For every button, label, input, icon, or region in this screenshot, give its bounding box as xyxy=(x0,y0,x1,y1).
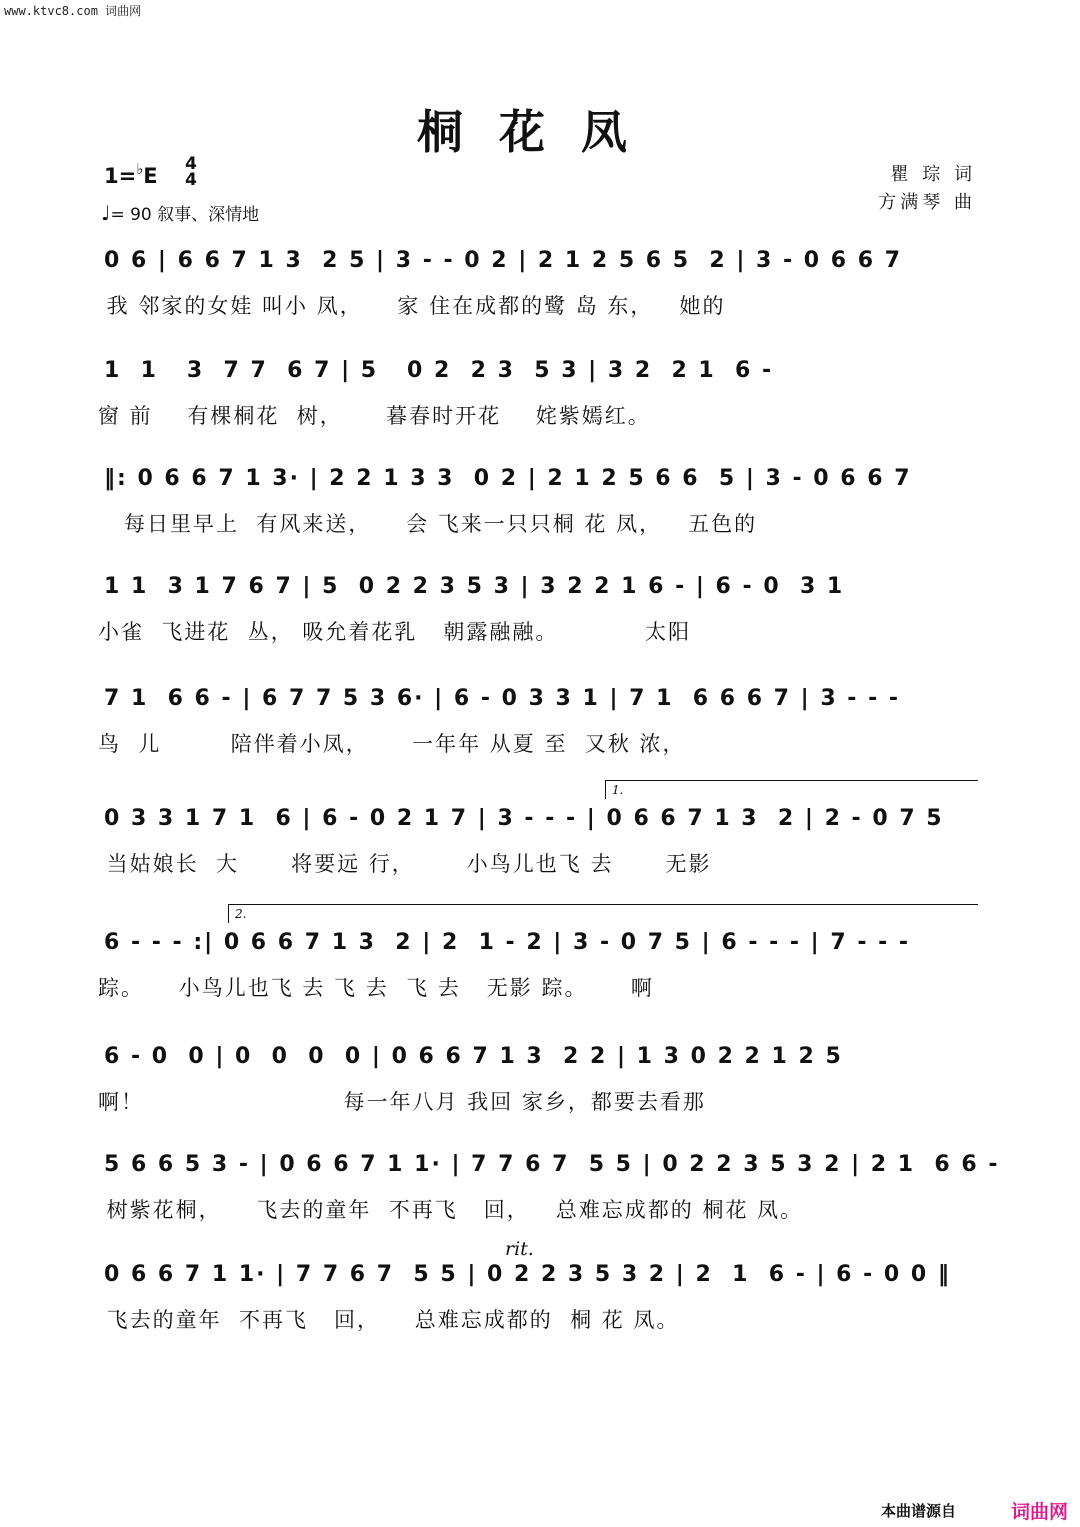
time-bottom: 4 xyxy=(185,170,197,190)
notation-line xyxy=(98,800,978,844)
notation-text: 0 6 6 7 1 1· | 7 7 6 7 5 5 | 0 2 2 3 5 3 2 | 2 1 6 - | 6 - 0 0 ‖ xyxy=(104,1262,951,1287)
lyrics-line: 小雀 飞进花 丛， 吸允着花乳 朝露融融。 太阳 xyxy=(98,620,692,644)
lyrics-line: 飞去的童年 不再飞 回， 总难忘成都的 桐 花 凤。 xyxy=(98,1308,680,1332)
time-signature xyxy=(181,156,201,188)
notation-text: 1 1 3 7 7 6 7 | 5 0 2 2 3 5 3 | 3 2 2 1 6 - xyxy=(104,358,774,383)
song-title: 桐花凤 xyxy=(417,105,663,159)
key-prefix: 1= xyxy=(104,164,137,188)
source-label: 本曲谱源自 xyxy=(880,1502,956,1520)
notation-line xyxy=(98,568,978,612)
composer-credit: 方满琴 曲 xyxy=(878,192,976,213)
flat-sign: ♭ xyxy=(136,160,144,178)
notation-line xyxy=(98,924,978,968)
lyrics-line: 树紫花桐， 飞去的童年 不再飞 回， 总难忘成都的 桐花 凤。 xyxy=(98,1198,804,1222)
lyrics-line: 窗 前 有棵桐花 树， 暮春时开花 姹紫嫣红。 xyxy=(98,404,651,428)
notation-line xyxy=(98,680,978,724)
volta-1-bracket xyxy=(605,780,978,799)
notation-line xyxy=(98,352,978,396)
notation-text: 0 6 | 6 6 7 1 3 2 5 | 3 - - 0 2 | 2 1 2 5 6 5 2 | 3 - 0 6 6 7 xyxy=(104,248,903,273)
key-note: E xyxy=(143,164,158,188)
notation-text: 6 - - - :| 0 6 6 7 1 3 2 | 2 1 - 2 | 3 - 0 7 5 | 6 - - - | 7 - - - xyxy=(104,930,911,955)
site-logo[interactable]: 词曲网 xyxy=(1010,1501,1068,1523)
lyrics-line: 啊！ 每一年八月 我回 家乡，都要去看那 xyxy=(98,1090,706,1114)
notation-text: 7 1 6 6 - | 6 7 7 5 3 6· | 6 - 0 3 3 1 | 7 1 6 6 6 7 | 3 - - - xyxy=(104,686,901,711)
lyrics-line: 鸟 儿 陪伴着小凤， 一年年 从夏 至 又秋 浓， xyxy=(98,732,686,756)
key-signature xyxy=(104,160,158,188)
volta-2-label: 2. xyxy=(235,907,247,921)
notation-text: 5 6 6 5 3 - | 0 6 6 7 1 1· | 7 7 6 7 5 5 | 0 2 2 3 5 3 2 | 2 1 6 6 - xyxy=(104,1152,1000,1177)
notation-text: 0 3 3 1 7 1 6 | 6 - 0 2 1 7 | 3 - - - | 0 6 6 7 1 3 2 | 2 - 0 7 5 xyxy=(104,806,944,831)
tempo-marking xyxy=(101,200,259,225)
notation-line xyxy=(98,460,978,504)
site-header: www.ktvc8.com 词曲网 xyxy=(4,4,142,18)
notation-text: 6 - 0 0 | 0 0 0 0 | 0 6 6 7 1 3 2 2 | 1 3 0 2 2 1 2 5 xyxy=(104,1044,843,1069)
notation-line xyxy=(98,1146,1000,1190)
quarter-note-icon: ♩ xyxy=(101,201,111,225)
notation-line xyxy=(98,1256,978,1300)
lyrics-line: 我 邻家的女娃 叫小 凤， 家 住在成都的鹭 岛 东， 她的 xyxy=(98,294,726,318)
notation-text: 1 1 3 1 7 6 7 | 5 0 2 2 3 5 3 | 3 2 2 1 6 - | 6 - 0 3 1 xyxy=(104,574,845,599)
lyricist-credit: 瞿 琮 词 xyxy=(890,164,976,185)
volta-2-bracket xyxy=(228,904,978,923)
notation-line xyxy=(98,1038,978,1082)
ritardando-marking: rit. xyxy=(505,1238,534,1260)
notation-line xyxy=(98,242,978,286)
time-top: 4 xyxy=(185,154,197,174)
volta-1-label: 1. xyxy=(612,783,624,797)
lyrics-line: 踪。 小鸟儿也飞 去 飞 去 飞 去 无影 踪。 啊 xyxy=(98,976,654,1000)
lyrics-line: 当姑娘长 大 将要远 行， 小鸟儿也飞 去 无影 xyxy=(98,852,712,876)
notation-text: ‖: 0 6 6 7 1 3· | 2 2 1 3 3 0 2 | 2 1 2 5 6 6 5 | 3 - 0 6 6 7 xyxy=(104,466,912,491)
tempo-text: = 90 叙事、深情地 xyxy=(110,205,260,225)
lyrics-line: 每日里早上 有风来送， 会 飞来一只只桐 花 凤， 五色的 xyxy=(98,512,758,536)
